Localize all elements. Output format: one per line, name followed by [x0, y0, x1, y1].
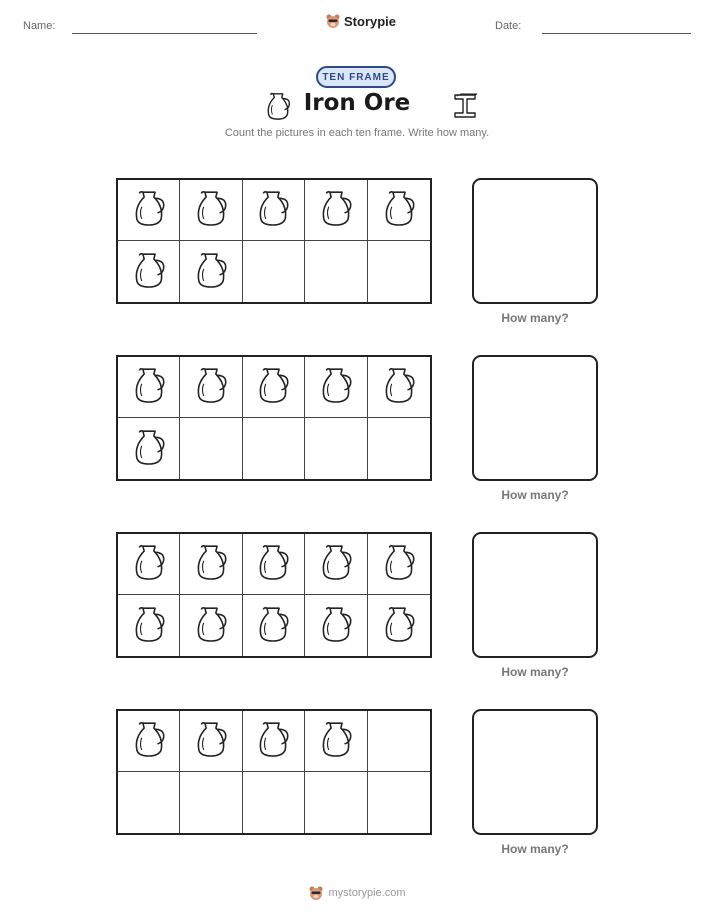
worksheet-title: Iron Ore	[303, 90, 411, 116]
ten-frame-cell	[368, 418, 430, 479]
ten-frame-cell	[243, 595, 305, 656]
ten-frame-cell	[118, 418, 180, 479]
name-line[interactable]	[72, 33, 257, 34]
ten-frame-cell	[243, 357, 305, 418]
pitcher-icon	[194, 600, 228, 652]
ten-frame-cell	[305, 711, 367, 772]
how-many-label: How many?	[501, 488, 569, 502]
pitcher-icon	[319, 184, 353, 236]
ten-frame-cell	[305, 534, 367, 595]
ten-frame-cell	[118, 772, 180, 833]
ten-frame-cell	[368, 711, 430, 772]
pitcher-icon	[132, 715, 166, 767]
pitcher-icon	[132, 246, 166, 298]
pitcher-icon	[194, 246, 228, 298]
ten-frame-cell	[305, 180, 367, 241]
brand-logo	[325, 13, 396, 29]
ten-frame-cell	[180, 534, 242, 595]
pitcher-icon	[194, 715, 228, 767]
pitcher-icon	[256, 538, 290, 590]
ten-frame-cell	[243, 241, 305, 302]
ten-frame-cell	[118, 534, 180, 595]
how-many-label: How many?	[501, 842, 569, 856]
answer-box[interactable]	[472, 355, 598, 481]
ten-frame-cell	[180, 772, 242, 833]
ten-frame-cell	[368, 357, 430, 418]
ten-frame-cell	[243, 418, 305, 479]
pitcher-icon	[382, 538, 416, 590]
pitcher-icon	[194, 184, 228, 236]
ten-frame-cell	[243, 772, 305, 833]
pitcher-icon	[382, 361, 416, 413]
answer-box[interactable]	[472, 709, 598, 835]
ten-frame-cell	[368, 595, 430, 656]
pitcher-icon	[256, 184, 290, 236]
ten-frame-cell	[180, 711, 242, 772]
pitcher-icon	[194, 538, 228, 590]
pitcher-icon	[132, 361, 166, 413]
pitcher-icon	[256, 715, 290, 767]
pitcher-icon	[132, 538, 166, 590]
pitcher-icon	[194, 361, 228, 413]
pitcher-icon	[319, 715, 353, 767]
ten-frame-cell	[243, 180, 305, 241]
footer-url[interactable]: mystorypie.com	[328, 887, 406, 899]
pitcher-icon	[264, 91, 292, 125]
how-many-label: How many?	[501, 311, 569, 325]
ten-frame-cell	[118, 180, 180, 241]
ten-frame-cell	[368, 180, 430, 241]
ten-frame-badge: TEN FRAME	[316, 66, 396, 88]
pitcher-icon	[382, 600, 416, 652]
name-label: Name:	[23, 20, 56, 32]
ten-frame-cell	[118, 357, 180, 418]
ten-frame-cell	[243, 711, 305, 772]
ten-frame-cell	[305, 595, 367, 656]
ten-frame-cell	[368, 534, 430, 595]
answer-box[interactable]	[472, 178, 598, 304]
ten-frame-cell	[118, 595, 180, 656]
instructions: Count the pictures in each ten frame. Write how many.	[224, 127, 490, 139]
ten-frame-cell	[180, 595, 242, 656]
ten-frame-cell	[368, 772, 430, 833]
ten-frame	[116, 709, 432, 835]
brand-name: Storypie	[344, 13, 397, 29]
how-many-label: How many?	[501, 665, 569, 679]
pitcher-icon	[382, 184, 416, 236]
pitcher-icon	[319, 538, 353, 590]
ten-frame-cell	[243, 534, 305, 595]
date-line[interactable]	[542, 33, 691, 34]
storypie-mascot-icon	[325, 13, 341, 29]
ten-frame-cell	[368, 241, 430, 302]
ten-frame-cell	[180, 418, 242, 479]
ten-frame-cell	[305, 241, 367, 302]
pitcher-icon	[319, 361, 353, 413]
date-label: Date:	[495, 20, 522, 32]
pitcher-icon	[132, 423, 166, 475]
pitcher-icon	[132, 184, 166, 236]
ten-frame-cell	[180, 180, 242, 241]
pitcher-icon	[132, 600, 166, 652]
ten-frame-cell	[118, 711, 180, 772]
ten-frame-cell	[118, 241, 180, 302]
ten-frame-cell	[180, 241, 242, 302]
pitcher-icon	[256, 361, 290, 413]
pitcher-icon	[319, 600, 353, 652]
footer	[0, 885, 714, 901]
iron-beam-icon	[451, 93, 479, 123]
ten-frame	[116, 178, 432, 304]
ten-frame-cell	[305, 357, 367, 418]
storypie-mascot-icon	[308, 885, 324, 901]
ten-frame-cell	[305, 418, 367, 479]
ten-frame	[116, 355, 432, 481]
ten-frame	[116, 532, 432, 658]
ten-frame-cell	[305, 772, 367, 833]
pitcher-icon	[256, 600, 290, 652]
ten-frame-cell	[180, 357, 242, 418]
answer-box[interactable]	[472, 532, 598, 658]
